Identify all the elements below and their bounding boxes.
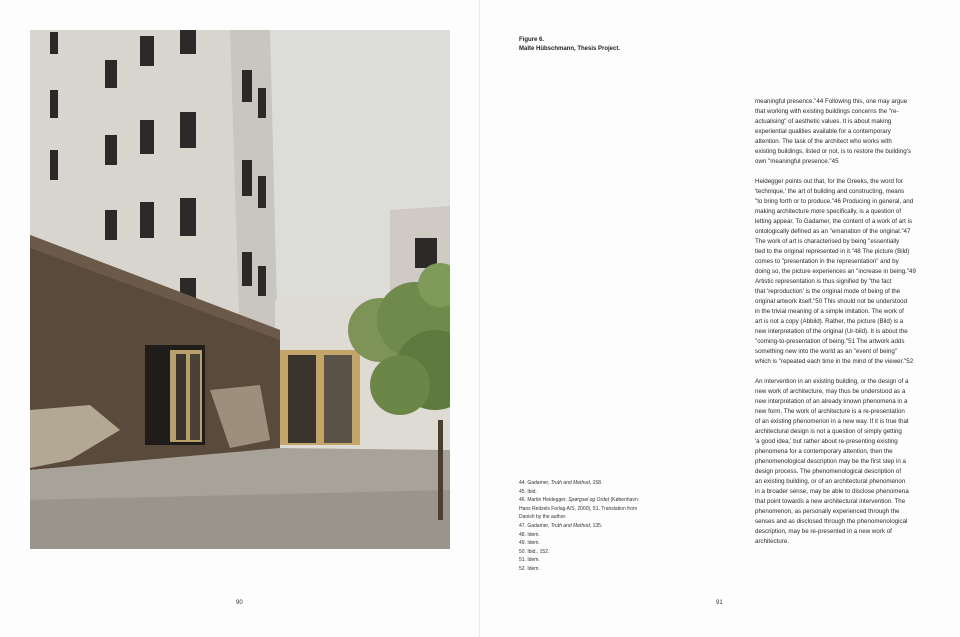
figure-credit: Malte Hübschmann, Thesis Project. [519,46,621,52]
footnotes-list [519,479,649,574]
text-line: comes to "presentation in the representation" and by [755,258,899,265]
text-line: phenomenon, as personally experienced through the [755,508,900,515]
text-line: description, may be re-presented in a new work of [755,528,892,535]
courtyard-render-image [30,30,450,549]
text-line: new interpretation of an already known phenomena in a [755,398,908,405]
text-line: that point towards a new architectural intervention. The [755,498,906,505]
text-line: 'technique,' the art of building and constructing, means [755,188,905,195]
text-line: new form. The work of architecture is a re-presentation [755,408,905,415]
footnote: 50. Ibid., 152. [519,548,550,555]
text-line: letting appear. To Gadamer, the content of a work of art is [755,218,913,225]
text-line: phenomena for a contemporary attention, then the [755,448,893,455]
figure-label: Figure 6. [519,37,545,43]
paragraph [755,377,909,547]
text-line: something new into the world as an "event of being" [755,348,897,355]
text-line: new interpretation of the original (Ur-bild). It is about the [755,328,908,335]
text-line: of an existing phenomenon in a new way. If it is true that [755,418,909,425]
text-line: "coming-to-presentation of being."51 The artwork adds [755,338,905,345]
footnote: 49. Idem. [519,540,540,547]
text-line: "to bring forth or to produce."46 Producing in general, and [755,198,914,205]
text-line: tied to the original represented in it."48 The picture (Bild) [755,248,910,255]
text-line: actualising" of aesthetic values. It is about making [755,118,892,125]
footnote: Danish by the author. [519,514,567,521]
text-line: ontologically defined as an "emanation of the original."47 [755,228,911,235]
text-line: meaningful presence."44 Following this, one may argue [755,98,908,105]
text-line: in a broader sense, may be able to disclose phenomena [755,488,909,495]
paragraph [755,177,916,367]
text-line: 'a good idea,' but rather about re-presenting existing [755,438,898,445]
footnote: 48. Idem. [519,531,540,538]
footnote: Hans Reitzels Forlag A/S, 2000), 51. Translation from [519,505,638,512]
text-line: experiential qualities available for a contemporary [755,128,891,135]
footnote: 44. Gadamer, Truth and Method, 158. [519,480,603,486]
paragraph [755,97,911,167]
text-line: art is not a copy (Abbild). Rather, the picture (Bild) is a [755,318,904,325]
text-line: Heidegger points out that, for the Greeks, the word for [755,178,903,185]
text-line: doing so, the picture experiences an "increase in being."49 [755,268,916,275]
text-line: in the trivial meaning of a simple imitation. The work of [755,308,904,315]
figure-caption [519,36,699,54]
text-line: that 'reproduction' is the original mode of being of the [755,288,901,295]
footnote: 51. Idem. [519,557,540,564]
text-line: phenomenological description may be the first step in a [755,458,906,465]
footnote: 52. Idem. [519,565,540,572]
text-line: The work of art is characterised by being "essentially [755,238,900,245]
page-number-right: 91 [716,600,723,606]
text-line: an existing building, or of an architectural phenomenon [755,478,906,485]
text-line: own "meaningful presence."45 [755,158,839,165]
footnote: 47. Gadamer, Truth and Method, 135. [519,522,603,529]
footnote: 46. Martin Heidegger, Spørgsel og Ordet (København: [519,497,640,504]
body-text [755,97,916,557]
text-line: making architecture more specifically, is a question of [755,208,902,215]
text-line: attention. The task of the architect who works with [755,138,892,145]
text-line: design process. The phenomenological description of [755,468,902,475]
text-line: new work of architecture, may thus be understood as a [755,388,906,395]
page-number-left: 90 [236,600,243,606]
text-line: senses and as disclosed through the phenomenological [755,518,908,525]
architecture-photo [30,30,450,549]
footnote: 45. Ibid. [519,488,537,495]
text-line: architecture. [755,538,790,545]
text-line: which is "repeated each time in the mind of the viewer."52 [755,358,914,365]
text-line: that working with existing buildings concerns the "re- [755,108,899,115]
text-line: existing buildings, listed or not, is to restore the building's [755,148,911,155]
text-line: An intervention in an existing building, or the design of a [755,378,909,385]
text-line: original artwork itself."50 This should not be understood [755,298,908,305]
text-line: Artistic representation is thus signified by "the fact [755,278,892,285]
text-line: architectural design is not a question of simply getting [755,428,902,435]
